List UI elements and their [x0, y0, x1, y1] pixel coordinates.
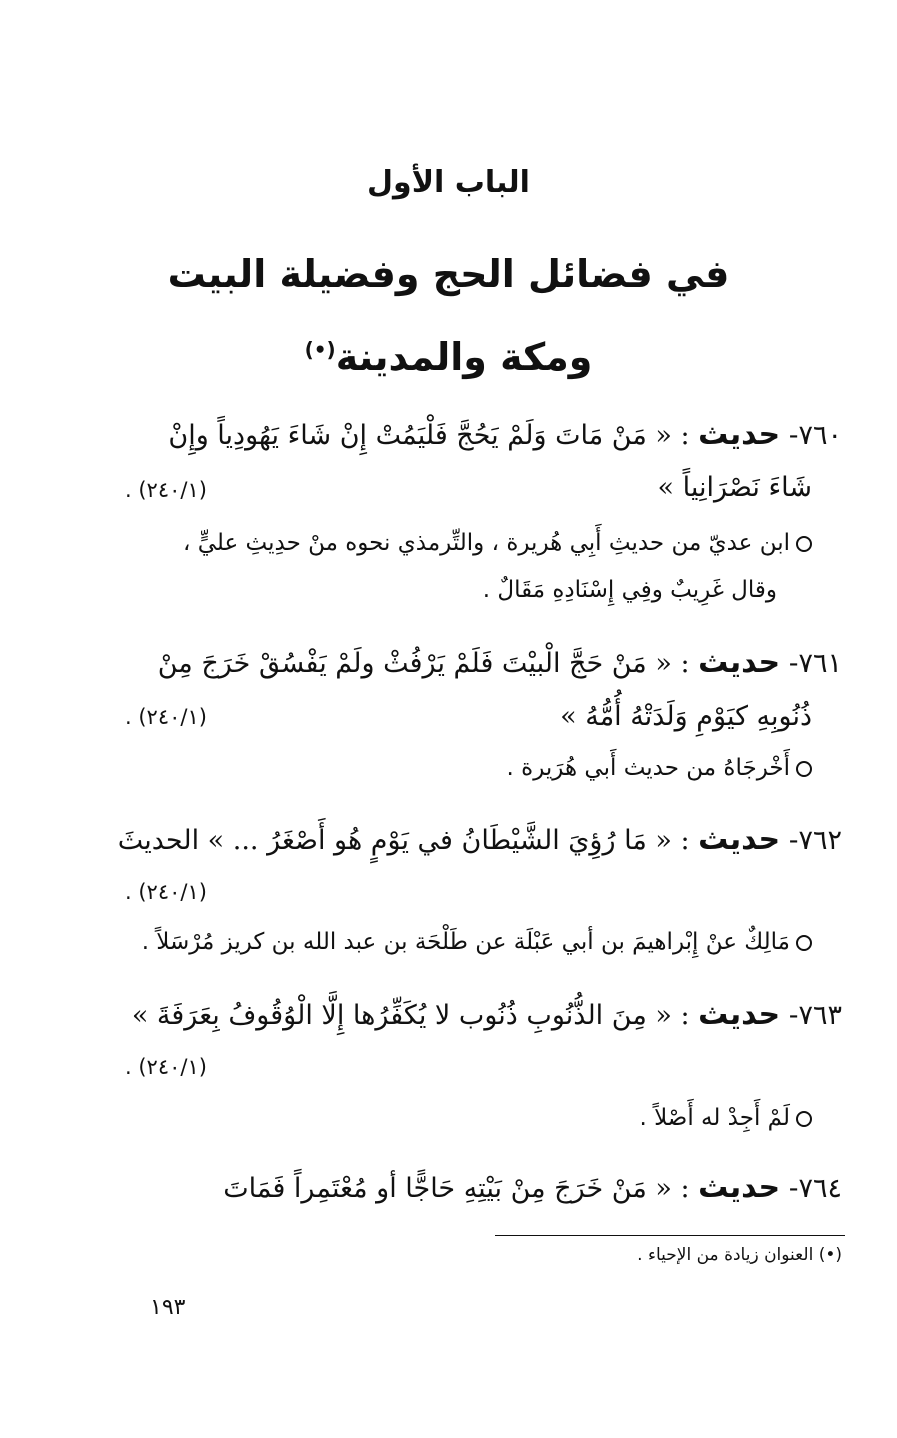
commentary-line	[52, 1098, 812, 1138]
source-reference: (٢٤٠/١) .	[125, 1055, 207, 1079]
hadith-keyword: حديث	[698, 645, 781, 680]
commentary-text: ابن عديّ من حديثِ أَبِي هُريرة ، والتِّرمذي نحوه منْ حدِيثِ عليٍّ ،	[182, 530, 790, 556]
hadith-entry-760	[52, 415, 842, 456]
commentary-line	[52, 748, 812, 788]
section-title-line-2-text: ومكة والمدينة	[335, 335, 593, 379]
footnote: (•) العنوان زيادة من الإحياء .	[637, 1245, 842, 1265]
hadith-text-continuation: شَاءَ نَصْرَانِياً »	[657, 472, 812, 503]
entry-number: ٧٦١-	[788, 648, 842, 679]
chapter-heading: الباب الأول	[367, 165, 530, 200]
entry-number: ٧٦٠-	[788, 420, 842, 451]
source-reference: (٢٤٠/١) .	[125, 478, 207, 502]
circle-icon	[796, 935, 812, 951]
hadith-entry-762	[52, 820, 842, 861]
commentary-text: لَمْ أَجِدْ له أَصْلاً .	[639, 1105, 790, 1131]
hadith-text: : « مِنَ الذُّنُوبِ ذُنُوب لا يُكَفِّرُها إِلَّا الْوُقُوفُ بِعَرَفَةَ »	[131, 1000, 690, 1031]
hadith-keyword: حديث	[698, 417, 781, 452]
footnote-marker: (•)	[304, 337, 336, 362]
commentary-text: مَالِكٌ عنْ إِبْراهيمَ بن أبي عَبْلَة عن طَلْحَة بن عبد الله بن كريز مُرْسَلاً .	[141, 929, 790, 955]
hadith-text-continuation: ذُنُوبِهِ كيَوْمِ وَلَدَتْهُ أُمُّهُ »	[560, 701, 812, 732]
commentary-text: أَخْرجَاهُ من حديث أَبي هُرَيرة .	[506, 755, 790, 781]
circle-icon	[796, 761, 812, 777]
entry-number: ٧٦٤-	[788, 1173, 842, 1204]
circle-icon	[796, 536, 812, 552]
hadith-text: : « مَنْ مَاتَ وَلَمْ يَحُجَّ فَلْيَمُتْ إِنْ شَاءَ يَهُودِياً وإِنْ	[168, 420, 690, 451]
entry-number: ٧٦٢-	[788, 825, 842, 856]
hadith-text: : « مَا رُؤِيَ الشَّيْطَانُ في يَوْمٍ هُو أَصْغَرُ ... » الحديثَ	[117, 825, 690, 856]
entry-number: ٧٦٣-	[788, 1000, 842, 1031]
commentary-line	[52, 922, 812, 962]
hadith-keyword: حديث	[698, 1170, 781, 1205]
source-reference: (٢٤٠/١) .	[125, 705, 207, 729]
hadith-keyword: حديث	[698, 822, 781, 857]
section-title-line-2	[0, 335, 897, 379]
commentary-line	[52, 523, 812, 563]
hadith-entry-764	[52, 1168, 842, 1209]
hadith-text: : « مَنْ حَجَّ الْبيْتَ فَلَمْ يَرْفُثْ ولَمْ يَفْسُقْ خَرَجَ مِنْ	[157, 648, 690, 679]
commentary-continuation: وقال غَرِيبٌ وفِي إِسْنَادِهِ مَقَالٌ .	[482, 577, 777, 603]
source-reference: (٢٤٠/١) .	[125, 880, 207, 904]
circle-icon	[796, 1111, 812, 1127]
hadith-keyword: حديث	[698, 997, 781, 1032]
hadith-text: : « مَنْ خَرَجَ مِنْ بَيْتِهِ حَاجًّا أو مُعْتَمِراً فَمَاتَ	[223, 1173, 690, 1204]
hadith-entry-763	[52, 995, 842, 1036]
page-number: ١٩٣	[150, 1295, 186, 1320]
section-title-line-1: في فضائل الحج وفضيلة البيت	[167, 252, 730, 296]
footnote-divider	[495, 1235, 845, 1236]
hadith-entry-761	[52, 643, 842, 684]
